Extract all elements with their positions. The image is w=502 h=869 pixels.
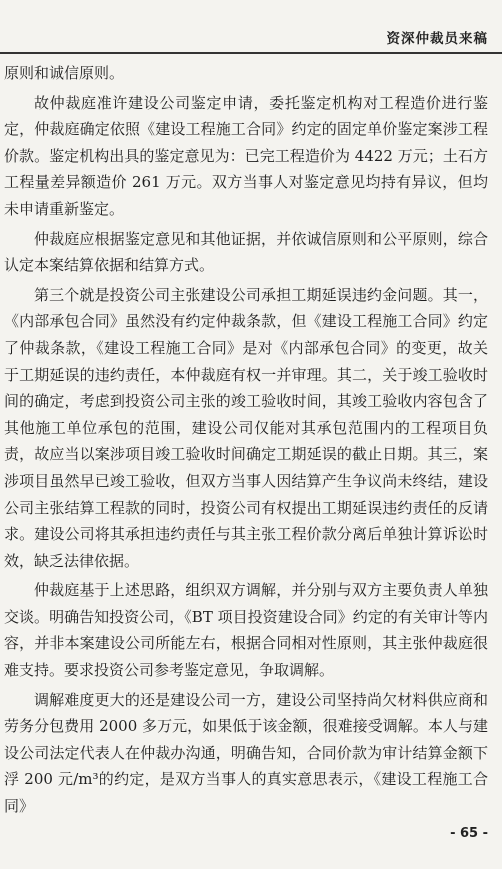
paragraph: 调解难度更大的还是建设公司一方，建设公司坚持尚欠材料供应商和劳务分包费用 2000 多万元，如果低于该金额，很难接受调解。本人与建设公司法定代表人在仲裁办沟通，明确告知，合同价款为审计结算金额下浮 200 元/m³的约定，是双方当事人的真实意思表示，《建设工程施工合同》 — [4, 690, 488, 816]
header-rule — [0, 52, 502, 54]
column-title: 资深仲裁员来稿 — [386, 31, 488, 47]
article-body — [4, 60, 488, 820]
paragraph: 第三个就是投资公司主张建设公司承担工期延误违约金问题。其一，《内部承包合同》虽然没有约定仲裁条款，但《建设工程施工合同》约定了仲裁条款，《建设工程施工合同》是对《内部承包合同》的变更，故关于工期延误的违约责任，本仲裁庭有权一并审理。其二，关于竣工验收时间的确定，考虑到投资公司主张的竣工验收时间，其竣工验收内容包含了其他施工单位承包的范围，建设公司仅能对其承包范围内的工程项目负责，故应当以案涉项目竣工验收时间确定工期延误的截止日期。其三，案涉项目虽然早已竣工验收，但双方当事人因结算产生争议尚未终结，建设公司主张结算工程款的同时，投资公司有权提出工期延误违约责任的反请求。建设公司将其承担违约责任与其主张工程价款分离后单独计算诉讼时效，缺乏法律依据。 — [4, 285, 488, 570]
paragraph: 仲裁庭基于上述思路，组织双方调解，并分别与双方主要负责人单独交谈。明确告知投资公司，《BT 项目投资建设合同》约定的有关审计等内容，并非本案建设公司所能左右，根据合同相对性原则，其主张仲裁庭很难支持。要求投资公司参考鉴定意见，争取调解。 — [4, 581, 488, 680]
paragraph-continued: 原则和诚信原则。 — [4, 64, 125, 82]
paragraph: 仲裁庭应根据鉴定意见和其他证据，并依诚信原则和公平原则，综合认定本案结算依据和结算方式。 — [4, 229, 488, 275]
paragraph: 故仲裁庭准许建设公司鉴定申请，委托鉴定机构对工程造价进行鉴定，仲裁庭确定依照《建设工程施工合同》约定的固定单价鉴定案涉工程价款。鉴定机构出具的鉴定意见为：已完工程造价为 4422 万元；土石方工程量差异额造价 261 万元。双方当事人对鉴定意见均持有异议，但均未申请重新鉴定。 — [4, 93, 488, 218]
page-header — [0, 0, 502, 58]
page-number: - 65 - — [450, 826, 488, 841]
